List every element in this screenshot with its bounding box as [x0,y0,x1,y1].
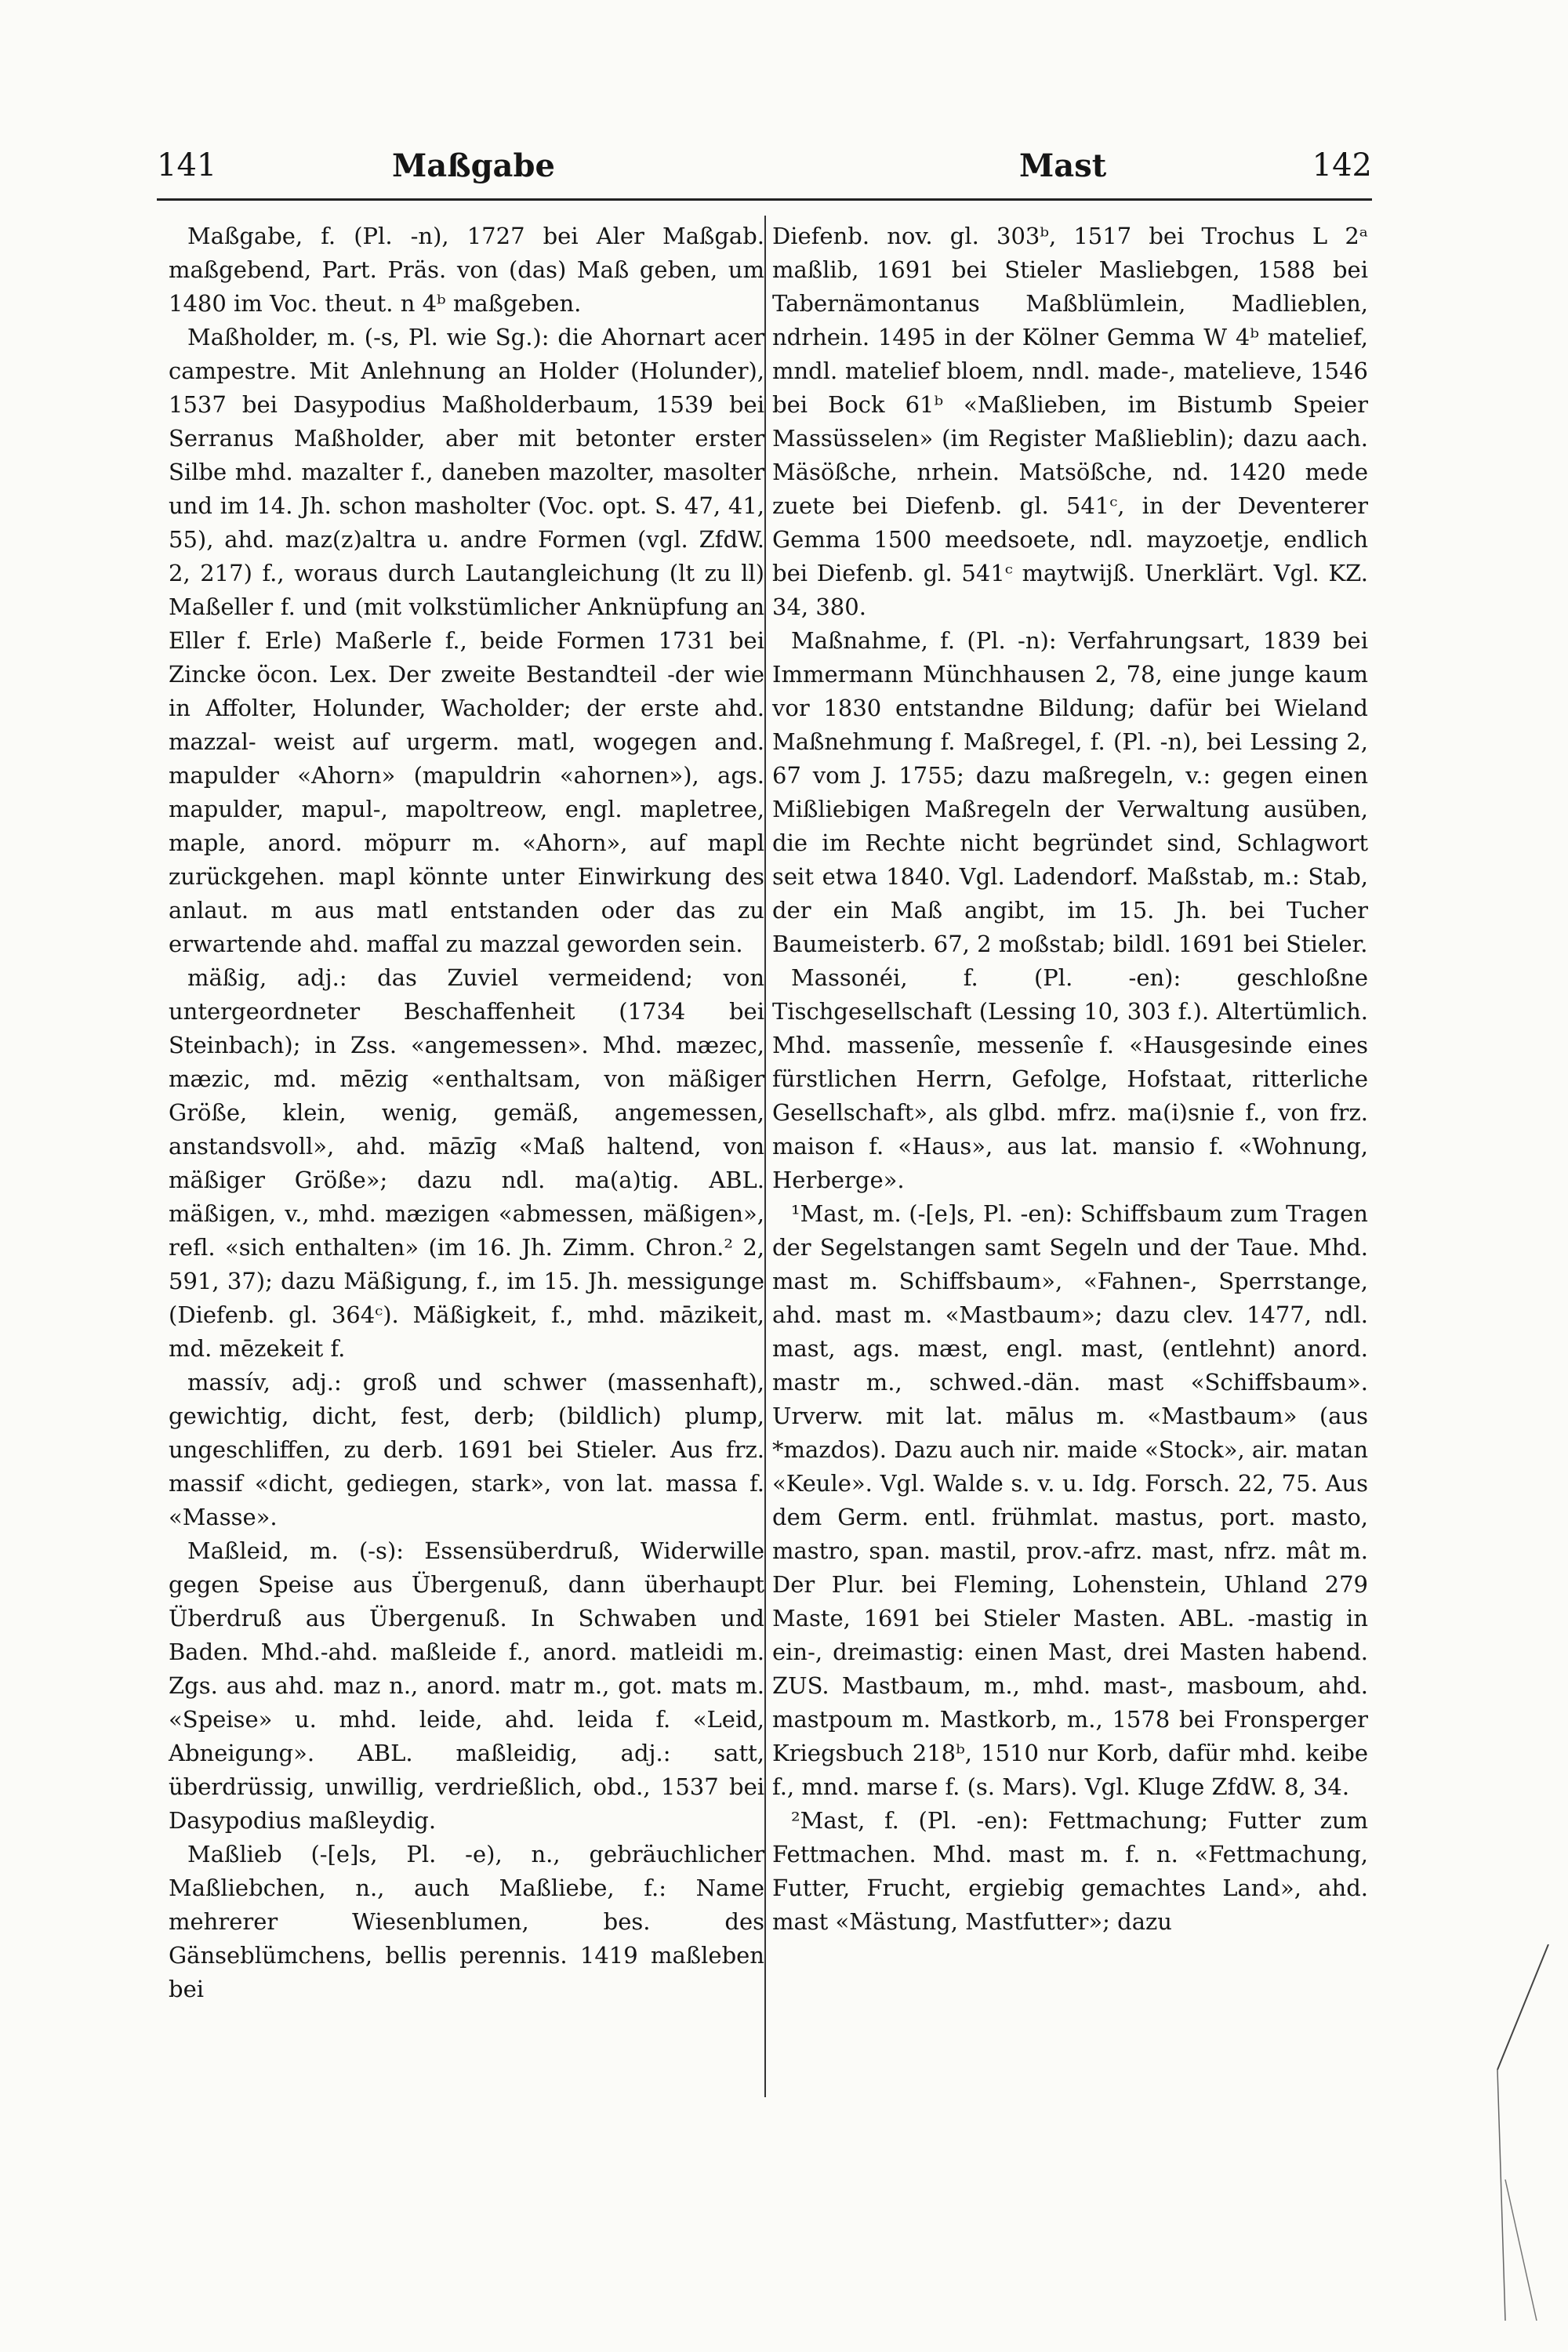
page-edge-marks [1490,1944,1552,2336]
page-number-right: 142 [1312,147,1372,183]
entry-massonei: Massonéi, f. (Pl. -en): geschloßne Tischgesellschaft (Lessing 10, 303 f.). Altertümlich. Mhd. massenîe, messenîe f. «Hausgesinde eines fürstlichen Herrn, Gefolge, Hofstaat, ritterliche Gesellschaft», als glbd. mfrz. ma(i)snie f., von frz. maison f. «Haus», aus lat. mansio f. «Wohnung, Herberge». [772,964,1368,1193]
header-rule [157,198,1372,201]
page-number-left: 141 [157,147,217,183]
left-column [169,220,764,2006]
entry-masslieb: Maßlieb (-[e]s, Pl. -e), n., gebräuchlicher Maßliebchen, n., auch Maßliebe, f.: Name mehrerer Wiesenblumen, bes. des Gänseblümchens, bellis perennis. 1419 maßleben bei [169,1841,764,2002]
entry-massnahme: Maßnahme, f. (Pl. -n): Verfahrungsart, 1839 bei Immermann Münchhausen 2, 78, eine junge kaum vor 1830 entstandne Bildung; dafür bei Wieland Maßnehmung f. Maßregel, f. (Pl. -n), bei Lessing 2, 67 vom J. 1755; dazu maßregeln, v.: gegen einen Mißliebigen Maßregeln der Verwaltung ausüben, die im Rechte nicht begründet sind, Schlagwort seit etwa 1840. Vgl. Ladendorf. Maßstab, m.: Stab, der ein Maß angibt, im 15. Jh. bei Tucher Baumeisterb. 67, 2 moßstab; bildl. 1691 bei Stieler. [772,627,1368,957]
entry-mast-2: ²Mast, f. (Pl. -en): Fettmachung; Futter zum Fettmachen. Mhd. mast m. f. n. «Fettmachung, Futter, Frucht, ergiebig gemachtes Land», ahd. mast «Mästung, Mastfutter»; dazu [772,1807,1368,1935]
right-column [772,220,1368,1939]
entry-massiv: massív, adj.: groß und schwer (massenhaft), gewichtig, dicht, fest, derb; (bildlich) plump, ungeschliffen, zu derb. 1691 bei Stieler. Aus frz. massif «dicht, gediegen, stark», von lat. massa f. «Masse». [169,1369,764,1530]
entry-massholder: Maßholder, m. (-s, Pl. wie Sg.): die Ahornart acer campestre. Mit Anlehnung an Holder (Holunder), 1537 bei Dasypodius Maßholderbaum, 1539 bei Serranus Maßholder, aber mit betonter erster Silbe mhd. mazalter f., daneben mazolter, masolter und im 14. Jh. schon masholter (Voc. opt. S. 47, 41, 55), ahd. maz(z)altra u. andre Formen (vgl. ZfdW. 2, 217) f., woraus durch Lautangleichung (lt zu ll) Maßeller f. und (mit volkstümlicher Anknüpfung an Eller f. Erle) Maßerle f., beide Formen 1731 bei Zincke öcon. Lex. Der zweite Bestandteil -der wie in Affolter, Holunder, Wacholder; der erste ahd. mazzal- weist auf urgerm. matl, wogegen and. mapulder «Ahorn» (mapuldrin «ahornen»), ags. mapulder, mapul-, mapoltreow, engl. mapletree, maple, anord. möpurr m. «Ahorn», auf mapl zurückgehen. mapl könnte unter Einwirkung des anlaut. m aus matl entstanden oder das zu erwartende ahd. maffal zu mazzal geworden sein. [169,324,764,957]
entry-massgabe: Maßgabe, f. (Pl. -n), 1727 bei Aler Maßgab. maßgebend, Part. Präs. von (das) Maß geben, um 1480 im Voc. theut. n 4ᵇ maßgeben. [169,223,764,317]
column-divider [764,216,766,2097]
entry-massleid: Maßleid, m. (-s): Essensüberdruß, Widerwille gegen Speise aus Übergenuß, dann überhaupt Überdruß aus Übergenuß. In Schwaben und Baden. Mhd.-ahd. maßleide f., anord. matleidi m. Zgs. aus ahd. maz n., anord. matr m., got. mats m. «Speise» u. mhd. leide, ahd. leida f. «Leid, Abneigung». ABL. maßleidig, adj.: satt, überdrüssig, unwillig, verdrießlich, obd., 1537 bei Dasypodius maßleydig. [169,1537,764,1834]
running-headword-left: Maßgabe [392,147,555,184]
entry-mast-1: ¹Mast, m. (-[e]s, Pl. -en): Schiffsbaum zum Tragen der Segelstangen samt Segeln und der Taue. Mhd. mast m. Schiffsbaum», «Fahnen-, Sperrstange, ahd. mast m. «Mastbaum»; dazu clev. 1477, ndl. mast, ags. mæst, engl. mast, (entlehnt) anord. mastr m., schwed.-dän. mast «Schiffsbaum». Urverw. mit lat. mālus m. «Mastbaum» (aus *mazdos). Dazu auch nir. maide «Stock», air. matan «Keule». Vgl. Walde s. v. u. Idg. Forsch. 22, 75. Aus dem Germ. entl. frühmlat. mastus, port. masto, mastro, span. mastil, prov.-afrz. mast, nfrz. mât m. Der Plur. bei Fleming, Lohenstein, Uhland 279 Maste, 1691 bei Stieler Masten. ABL. -mastig in ein-, dreimastig: einen Mast, drei Masten habend. ZUS. Mastbaum, m., mhd. mast-, masboum, ahd. mastpoum m. Mastkorb, m., 1578 bei Fronsperger Kriegsbuch 218ᵇ, 1510 nur Korb, dafür mhd. keibe f., mnd. marse f. (s. Mars). Vgl. Kluge ZfdW. 8, 34. [772,1200,1368,1800]
entry-maessig: mäßig, adj.: das Zuviel vermeidend; von untergeordneter Beschaffenheit (1734 bei Steinbach); in Zss. «angemessen». Mhd. mæzec, mæzic, md. mēzig «enthaltsam, von mäßiger Größe, klein, wenig, gemäß, angemessen, anstandsvoll», ahd. māzīg «Maß haltend, von mäßiger Größe»; dazu ndl. ma(a)tig. ABL. mäßigen, v., mhd. mæzigen «abmessen, mäßigen», refl. «sich enthalten» (im 16. Jh. Zimm. Chron.² 2, 591, 37); dazu Mäßigung, f., im 15. Jh. messigunge (Diefenb. gl. 364ᶜ). Mäßigkeit, f., mhd. māzikeit, md. mēzekeit f. [169,964,764,1362]
entry-masslieb-continued: Diefenb. nov. gl. 303ᵇ, 1517 bei Trochus L 2ᵃ maßlib, 1691 bei Stieler Masliebgen, 1588 bei Tabernämontanus Maßblümlein, Madlieblen, ndrhein. 1495 in der Kölner Gemma W 4ᵇ matelief, mndl. matelief bloem, nndl. made-, matelieve, 1546 bei Bock 61ᵇ «Maßlieben, im Bistumb Speier Massüsselen» (im Register Maßlieblin); dazu aach. Mäsößche, nrhein. Matsößche, nd. 1420 mede zuete bei Diefenb. gl. 541ᶜ, in der Deventerer Gemma 1500 meedsoete, ndl. mayzoetje, endlich bei Diefenb. gl. 541ᶜ maytwijß. Unerklärt. Vgl. KZ. 34, 380. [772,223,1368,620]
running-headword-right: Mast [1019,147,1107,184]
page-header [157,140,1372,202]
